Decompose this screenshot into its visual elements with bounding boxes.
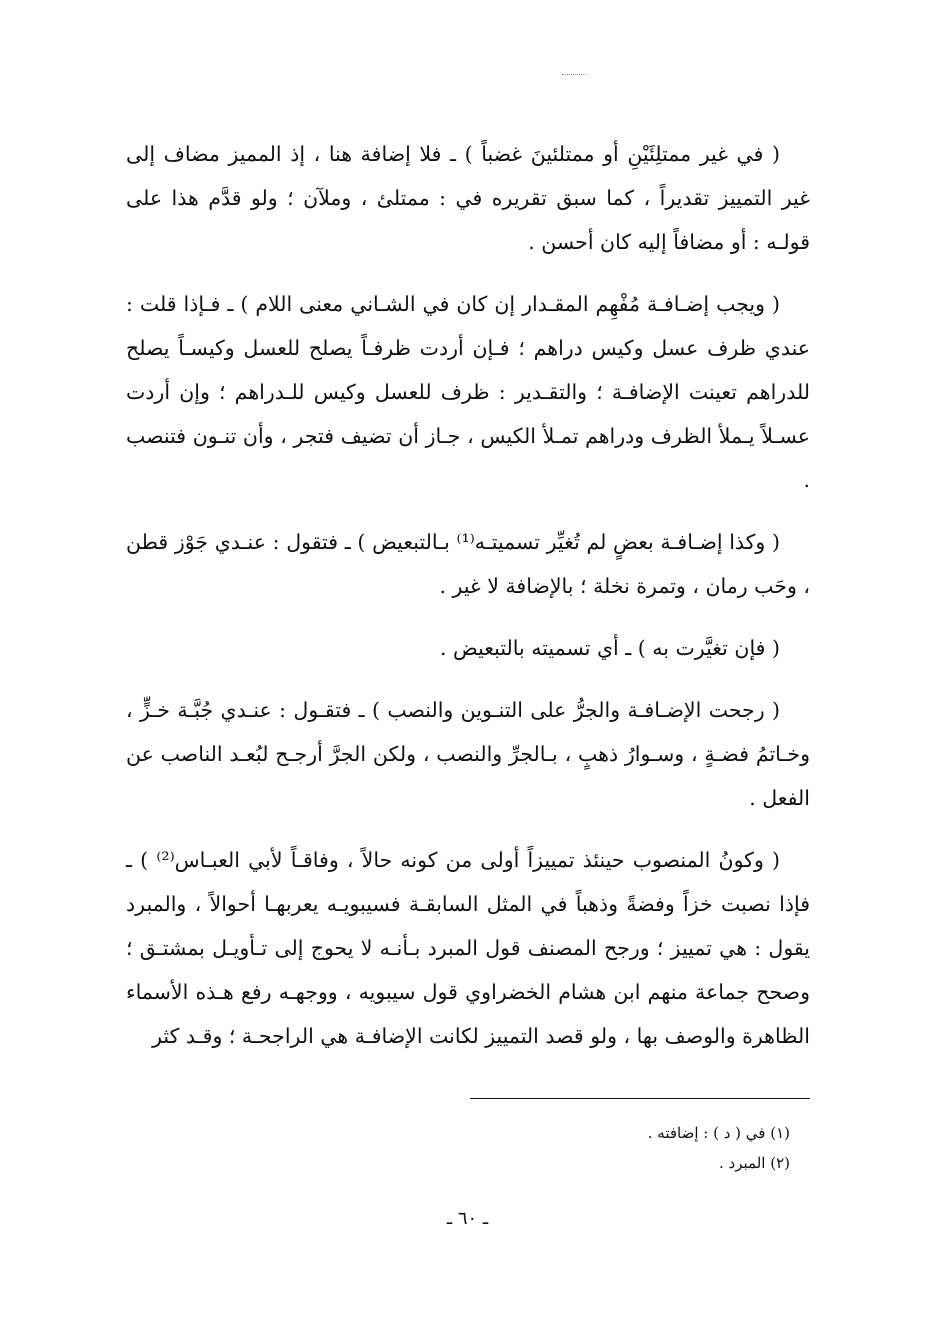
page-number: ـ ٦٠ ـ [446, 1208, 489, 1229]
paragraph-6: ( وكونُ المنصوب حينئذ تمييزاً أولى من كونه حالاً ، وفاقـاً لأبي العبـاس⁽²⁾ ) ـ فإذا نصبت خزاً وفضةً وذهباً في المثل السابقـة فسيبويـه يعربهـا أحوالاً ، والمبرد يقول : هي تمييز ؛ ورجح المصنف قول المبرد بـأنـه لا يحوج إلى تـأويـل بمشتـق ؛ وصحح جماعة منهم ابن هشام الخضراوي قول سيبويه ، ووجهـه رفع هـذه الأسماء الظاهرة والوصف بها ، ولو قصد التمييز لكانت الإضافـة هي الراجحـة ؛ وقـد كثر [126, 848, 810, 1048]
footnote-2: (٢) المبرد . [719, 1154, 790, 1172]
footnotes [470, 1118, 810, 1178]
paragraph-3: ( وكذا إضـافـة بعضٍ لم تُغيِّر تسميتـه⁽¹⁾ بـالتبعيض ) ـ فتقول : عنـدي جَوْز قطن ، وحَب رمان ، وتمرة نخلة ؛ بالإضافة لا غير . [126, 530, 810, 598]
paragraph-2: ( ويجب إضـافـة مُفْهِم المقـدار إن كان في الشـاني معنى اللام ) ـ فـإذا قلت : عندي ظرف عسل وكيس دراهم ؛ فـإن أردت ظرفـاً يصلح للعسل وكيسـاً يصلح للدراهم تعينت الإضافـة ؛ والتقـدير : ظرف للعسل وكيس للـدراهم ؛ وإن أردت عسـلاً يـملأ الظرف ودراهم تمـلأ الكيس ، جـاز أن تضيف فتجر ، وأن تنـون فتنصب . [126, 292, 810, 492]
top-dotted-mark [562, 74, 586, 75]
paragraph-4: ( فإن تغيَّرت به ) ـ أي تسميته بالتبعيض . [439, 636, 780, 660]
main-text [126, 132, 810, 1076]
paragraph-1: ( في غير ممتلِئَيْنِ أو ممتلئينَ غضباً ) ـ فلا إضافة هنا ، إذ المميز مضاف إلى غير التمييز تقديراً ، كما سبق تقريره في : ممتلئ ، وملآن ؛ ولو قدَّم هذا على قولـه : أو مضافاً إليه كان أحسن . [126, 142, 810, 254]
footnote-1: (١) في ( د ) : إضافته . [647, 1124, 790, 1142]
footnote-separator [470, 1098, 810, 1099]
paragraph-5: ( رجحت الإضـافـة والجرُّ على التنـوين والنصب ) ـ فتقـول : عنـدي جُبَّـة خـزٍّ ، وخـاتمُ فضـةٍ ، وسـوارُ ذهبٍ ، بـالجرِّ والنصب ، ولكن الجرَّ أرجـح لبُعـد الناصب عن الفعل . [126, 698, 810, 810]
